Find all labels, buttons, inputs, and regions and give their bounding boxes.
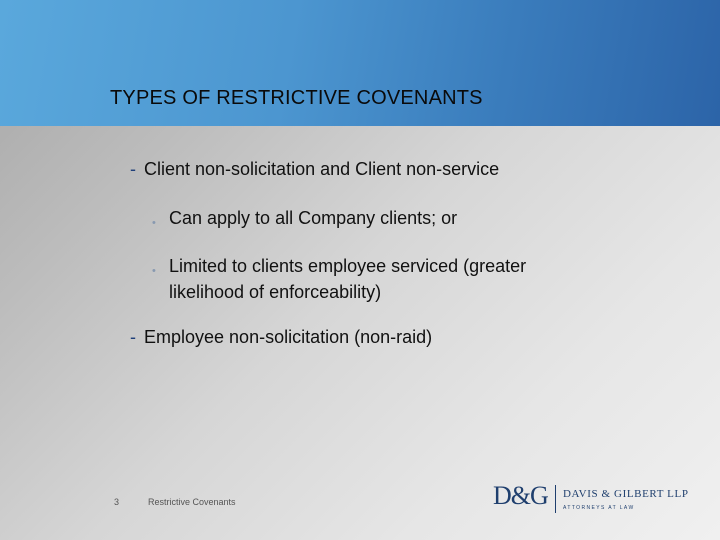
logo-firm-name: DAVIS & GILBERT LLP xyxy=(563,488,689,500)
bullet-marker: - xyxy=(130,159,136,179)
bullet-employee-non-solicitation xyxy=(130,327,432,348)
firm-logo xyxy=(493,481,689,517)
sub-bullet-limited-clients xyxy=(152,253,592,305)
bullet-text: Client non-solicitation and Client non-service xyxy=(144,159,500,179)
sub-bullet-all-clients xyxy=(152,205,457,231)
page-number: 3 xyxy=(114,497,120,507)
slide-title: TYPES OF RESTRICTIVE COVENANTS xyxy=(110,87,483,109)
logo-tagline: ATTORNEYS AT LAW xyxy=(563,505,635,511)
sub-bullet-marker: • xyxy=(152,265,156,277)
bullet-marker: - xyxy=(130,327,136,347)
bullet-client-non-solicitation xyxy=(130,159,499,180)
sub-bullet-marker: • xyxy=(152,217,156,229)
logo-monogram: D&G xyxy=(493,481,548,510)
footer-section-label: Restrictive Covenants xyxy=(148,497,236,507)
logo-divider xyxy=(555,485,556,513)
sub-bullet-text: Can apply to all Company clients; or xyxy=(169,208,458,228)
bullet-text: Employee non-solicitation (non-raid) xyxy=(144,327,433,347)
sub-bullet-text: Limited to clients employee serviced (greater likelihood of enforceability) xyxy=(169,256,527,302)
